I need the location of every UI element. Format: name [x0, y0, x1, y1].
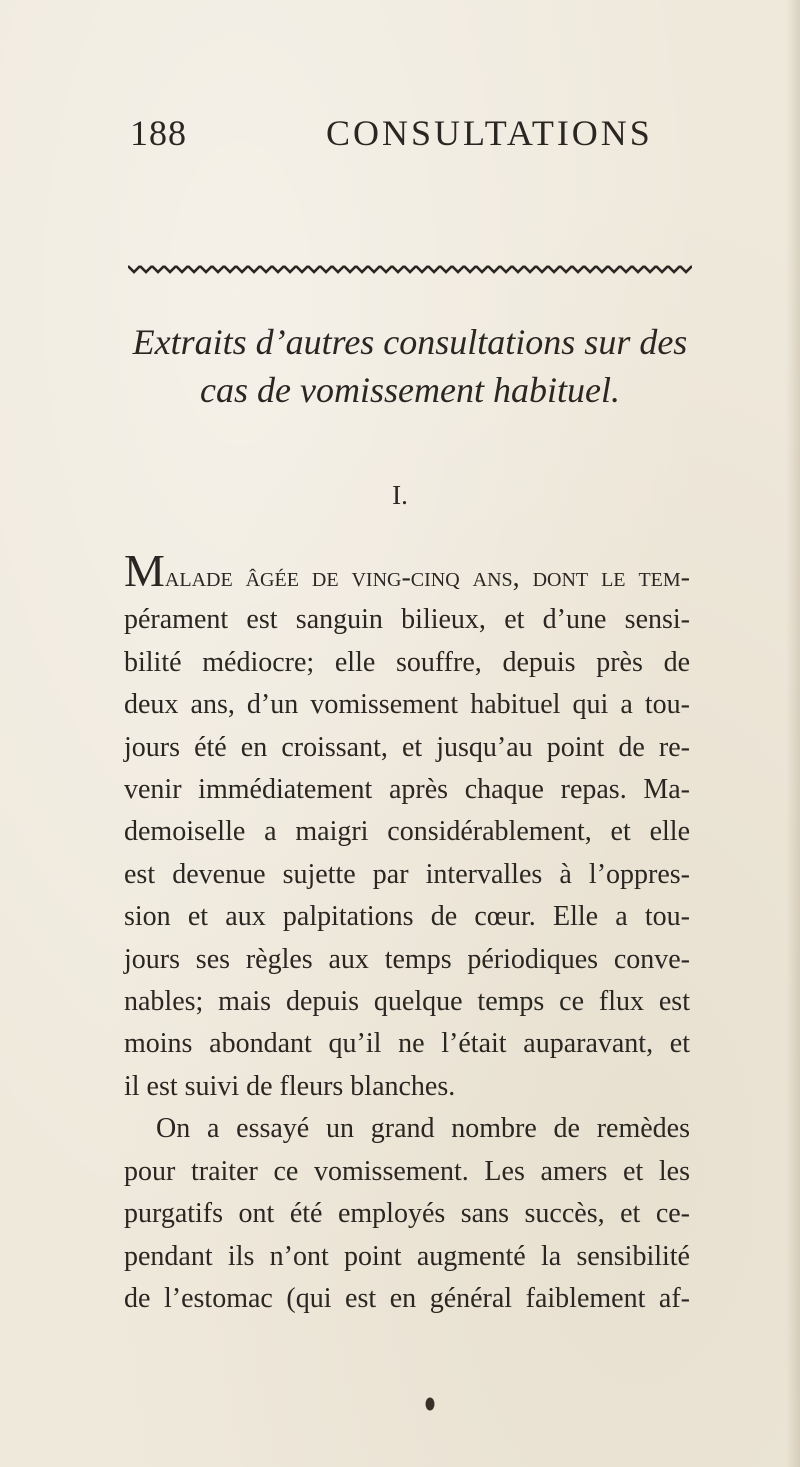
text-line: demoiselle a maigri considérablement, et elle — [124, 816, 690, 848]
signature-mark-icon — [424, 1396, 436, 1412]
text-line: On a essayé un grand nombre de remèdes — [156, 1113, 690, 1145]
text-line: de l’estomac (qui est en général faiblement af- — [124, 1282, 690, 1314]
text-line: venir immédiatement après chaque repas. Ma- — [124, 774, 690, 806]
section-heading — [100, 318, 720, 414]
text-line: jours été en croissant, et jusqu’au point de re- — [124, 731, 690, 763]
text-line-content: alade âgée de ving-cinq ans, dont le tem- — [164, 562, 690, 593]
text-line: purgatifs ont été employés sans succès, et ce- — [124, 1198, 690, 1230]
text-line: jours ses règles aux temps périodiques conve- — [124, 943, 690, 975]
running-head — [130, 112, 690, 152]
section-numeral: I. — [392, 480, 408, 510]
text-line: il est suivi de fleurs blanches. — [124, 1070, 456, 1102]
page-number: 188 — [130, 113, 187, 153]
text-line: deux ans, d’un vomissement habituel qui a tou- — [124, 689, 690, 721]
section-heading-line-1: Extraits d’autres consultations sur des — [132, 322, 688, 362]
section-heading-line-2: cas de vomissement habituel. — [200, 370, 620, 410]
text-line: est devenue sujette par intervalles à l’oppres- — [124, 858, 690, 890]
ornament-rule — [128, 263, 692, 275]
drop-cap: M — [124, 545, 165, 596]
text-line: nables; mais depuis quelque temps ce flux est — [124, 986, 690, 1018]
text-line: sion et aux palpitations de cœur. Elle a tou- — [124, 901, 690, 933]
paragraph-1 — [124, 545, 690, 1108]
body-text — [124, 545, 690, 1320]
text-line: pour traiter ce vomissement. Les amers et les — [124, 1155, 690, 1187]
text-line: bilité médiocre; elle souffre, depuis près de — [124, 646, 690, 678]
text-line: moins abondant qu’il ne l’était auparavant, et — [124, 1028, 690, 1060]
text-line — [124, 545, 690, 599]
running-title: CONSULTATIONS — [326, 113, 653, 153]
paragraph-2 — [124, 1108, 690, 1320]
text-line: pérament est sanguin bilieux, et d’une sensi- — [124, 604, 690, 636]
text-line: pendant ils n’ont point augmenté la sensibilité — [124, 1240, 690, 1272]
